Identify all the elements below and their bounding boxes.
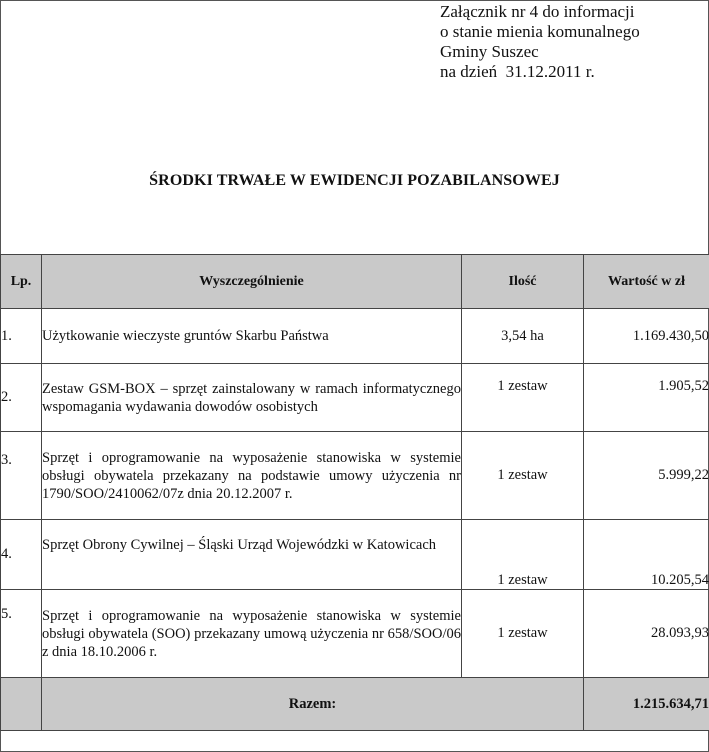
row-value: 1.169.430,50 bbox=[584, 309, 709, 364]
row-quantity: 1 zestaw bbox=[462, 364, 584, 432]
attachment-note bbox=[440, 2, 640, 82]
row-quantity: 3,54 ha bbox=[462, 309, 584, 364]
column-header-quantity: Ilość bbox=[462, 255, 584, 309]
row-value: 28.093,93 bbox=[584, 590, 709, 678]
table-row bbox=[1, 309, 709, 364]
row-description: Sprzęt i oprogramowanie na wyposażenie stanowiska w systemie obsługi obywatela przekazany na podstawie umowy użyczenia nr 1790/SOO/2410062/07z dnia 20.12.2007 r. bbox=[42, 432, 462, 520]
column-header-lp: Lp. bbox=[1, 255, 42, 309]
row-number: 1. bbox=[1, 309, 42, 364]
attachment-line: Załącznik nr 4 do informacji bbox=[440, 2, 635, 21]
table-header-row bbox=[1, 255, 709, 309]
assets-table bbox=[0, 254, 709, 731]
row-description: Sprzęt Obrony Cywilnej – Śląski Urząd Wojewódzki w Katowicach bbox=[42, 520, 462, 590]
table-row bbox=[1, 432, 709, 520]
row-quantity: 1 zestaw bbox=[462, 590, 584, 678]
total-empty-cell bbox=[1, 678, 42, 731]
row-value: 10.205,54 bbox=[584, 520, 709, 590]
attachment-line: o stanie mienia komunalnego bbox=[440, 22, 640, 41]
table-row bbox=[1, 520, 709, 590]
document-title: ŚRODKI TRWAŁE W EWIDENCJI POZABILANSOWEJ bbox=[149, 172, 560, 189]
row-number: 3. bbox=[1, 432, 42, 520]
row-description: Zestaw GSM-BOX – sprzęt zainstalowany w ramach informatycznego wspomagania wydawania dowodów osobistych bbox=[42, 364, 462, 432]
row-quantity: 1 zestaw bbox=[462, 520, 584, 590]
column-header-value: Wartość w zł bbox=[584, 255, 709, 309]
row-number: 5. bbox=[1, 590, 42, 678]
row-value: 5.999,22 bbox=[584, 432, 709, 520]
total-row bbox=[1, 678, 709, 731]
total-label: Razem: bbox=[42, 678, 584, 731]
row-quantity: 1 zestaw bbox=[462, 432, 584, 520]
table-row bbox=[1, 590, 709, 678]
row-number: 2. bbox=[1, 364, 42, 432]
attachment-line: Gminy Suszec bbox=[440, 42, 539, 61]
row-number: 4. bbox=[1, 520, 42, 590]
row-description: Użytkowanie wieczyste gruntów Skarbu Państwa bbox=[42, 309, 462, 364]
row-description: Sprzęt i oprogramowanie na wyposażenie stanowiska w systemie obsługi obywatela (SOO) przekazany umową użyczenia nr 658/SOO/06 z dnia 18.10.2006 r. bbox=[42, 590, 462, 678]
column-header-description: Wyszczególnienie bbox=[42, 255, 462, 309]
row-value: 1.905,52 bbox=[584, 364, 709, 432]
total-value: 1.215.634,71 bbox=[584, 678, 709, 731]
table-row bbox=[1, 364, 709, 432]
attachment-line: na dzień 31.12.2011 r. bbox=[440, 62, 595, 81]
